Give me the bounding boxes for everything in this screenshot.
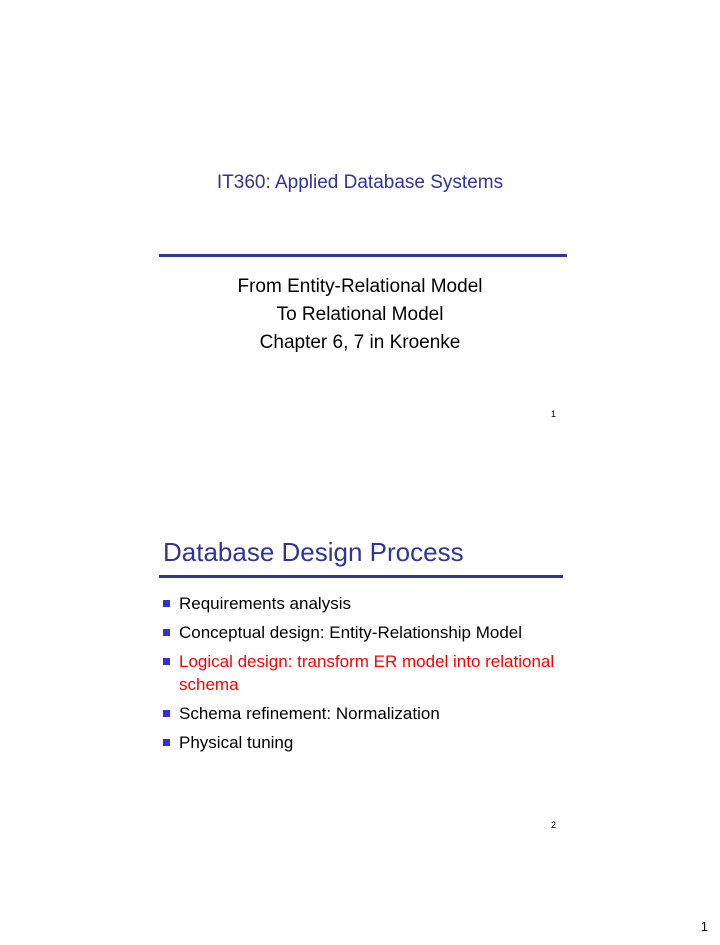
page-number: 1 bbox=[700, 919, 708, 934]
bullet-text: Physical tuning bbox=[179, 733, 294, 752]
slide-number-1: 1 bbox=[551, 409, 557, 419]
list-item bbox=[163, 650, 563, 696]
subtitle-line: Chapter 6, 7 in Kroenke bbox=[259, 332, 461, 353]
square-bullet-icon bbox=[163, 739, 170, 746]
slide-subtitle bbox=[0, 273, 720, 357]
bullet-text-highlighted: Logical design: transform ER model into relational schema bbox=[179, 652, 555, 694]
bullet-list bbox=[163, 592, 563, 760]
square-bullet-icon bbox=[163, 710, 170, 717]
subtitle-line: To Relational Model bbox=[276, 304, 444, 325]
square-bullet-icon bbox=[163, 629, 170, 636]
list-item bbox=[163, 621, 563, 644]
square-bullet-icon bbox=[163, 658, 170, 665]
heading-divider bbox=[159, 575, 563, 578]
bullet-text: Conceptual design: Entity-Relationship Model bbox=[179, 623, 523, 642]
bullet-text: Requirements analysis bbox=[179, 594, 351, 613]
list-item bbox=[163, 702, 563, 725]
list-item bbox=[163, 592, 563, 615]
slide-heading: Database Design Process bbox=[163, 537, 464, 567]
list-item bbox=[163, 731, 563, 754]
course-title: IT360: Applied Database Systems bbox=[216, 172, 504, 193]
title-divider bbox=[159, 254, 567, 257]
subtitle-line: From Entity-Relational Model bbox=[237, 276, 483, 297]
slide-number-2: 2 bbox=[551, 820, 557, 830]
square-bullet-icon bbox=[163, 600, 170, 607]
bullet-text: Schema refinement: Normalization bbox=[179, 704, 440, 723]
